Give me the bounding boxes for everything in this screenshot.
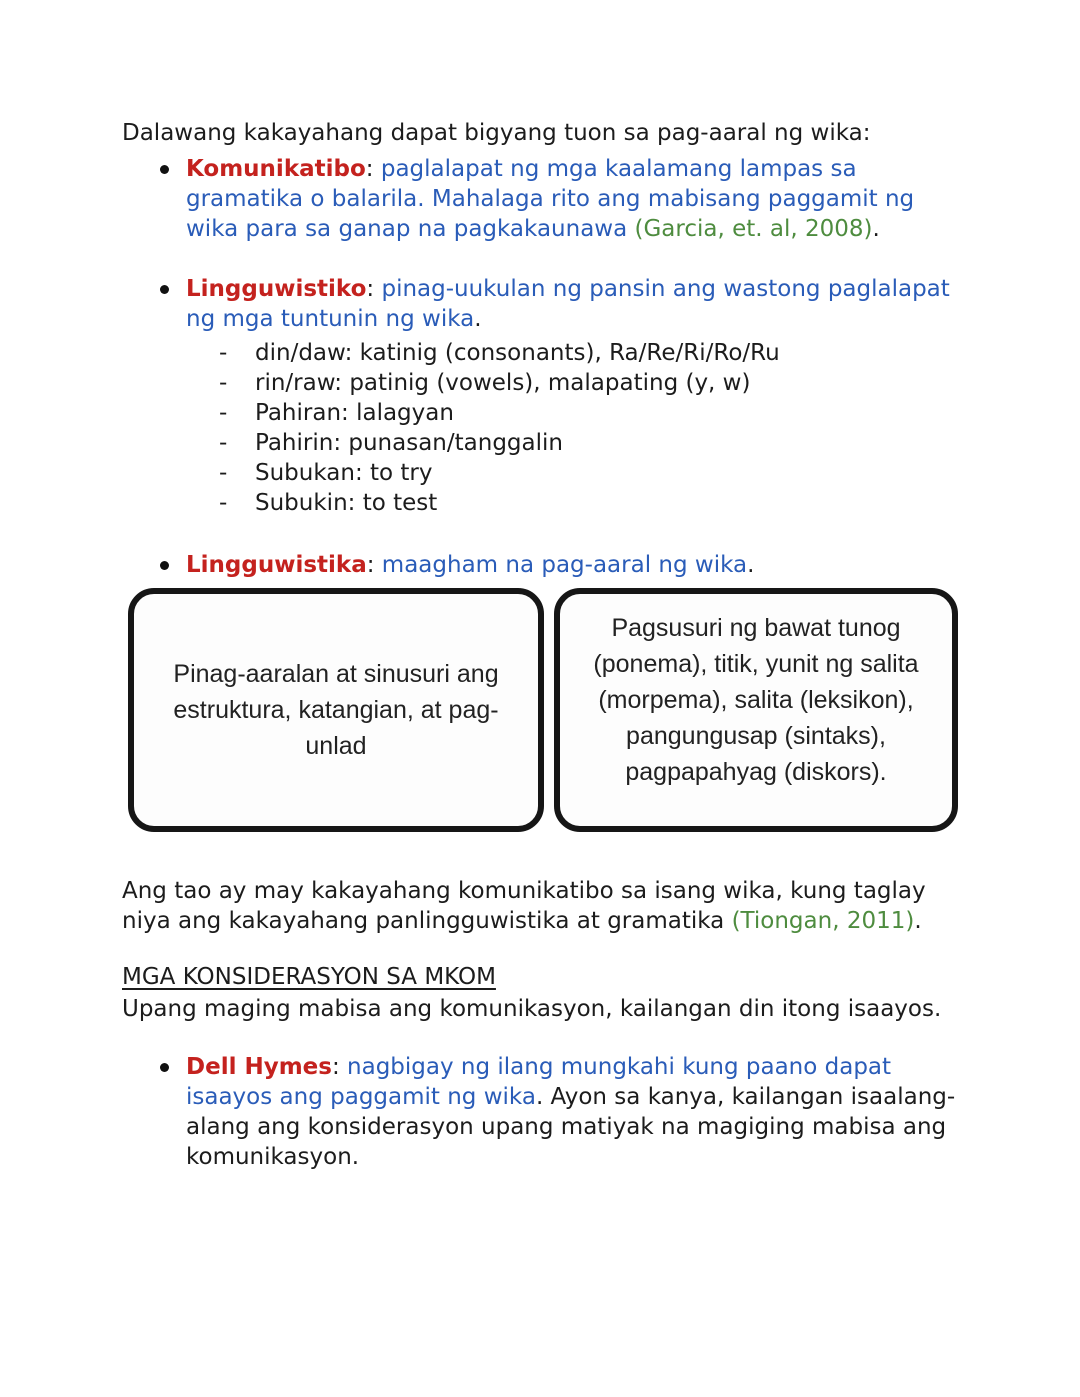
bullet-komunikatibo <box>160 154 962 244</box>
box-line: estruktura, katangian, at pag- <box>173 696 499 724</box>
info-boxes <box>128 588 962 832</box>
box-line: pagpapahyag (diskors). <box>625 758 887 786</box>
document-page <box>122 118 962 1172</box>
sub-item-text: Subukan: to try <box>255 460 433 486</box>
box-line: unlad <box>305 732 367 760</box>
bullet-komunikatibo-text <box>186 154 962 244</box>
sentence-period: . <box>914 908 922 934</box>
sentence-period: . <box>872 216 880 242</box>
paragraph-text: Ang tao ay may kakayahang komunikatibo sa isang wika, kung taglay niya ang kakayahang panlingguwistika at gramatika <box>122 878 926 934</box>
box-line: pangungusap (sintaks), <box>626 722 886 750</box>
term-separator: : <box>365 156 381 182</box>
bullet-dell-hymes-text <box>186 1052 962 1172</box>
lingguwistiko-sublist <box>122 338 962 518</box>
term-lingguwistika: Lingguwistika <box>186 552 367 578</box>
box-line: Pinag-aaralan at sinusuri ang <box>173 660 499 688</box>
term-lingguwistiko: Lingguwistiko <box>186 276 367 302</box>
definition-lingguwistiko: pinag-uukulan ng pansin ang wastong paglalapat ng mga tuntunin ng wika <box>186 276 950 332</box>
section-heading-mkom: MGA KONSIDERASYON SA MKOM <box>122 964 496 990</box>
dash-marker: - <box>219 340 228 366</box>
bullet-lingguwistiko <box>160 274 962 334</box>
box-line: (morpema), salita (leksikon), <box>598 686 914 714</box>
bullet-lingguwistika-text <box>186 550 962 580</box>
list-item <box>219 458 962 488</box>
box-estruktura <box>128 588 544 832</box>
sub-item-text: Pahiran: lalagyan <box>255 400 454 426</box>
bullet-dot-icon <box>160 1063 169 1072</box>
bullet-dot-icon <box>160 561 169 570</box>
list-item <box>219 368 962 398</box>
dash-marker: - <box>219 490 228 516</box>
list-item <box>219 338 962 368</box>
box-pagsusuri <box>554 588 958 832</box>
bullet-dot-icon <box>160 285 169 294</box>
definition-komunikatibo: paglalapat ng mga kaalamang lampas sa gramatika o balarila. Mahalaga rito ang mabisang paggamit ng wika para sa ganap na pagkakaunawa <box>186 156 915 242</box>
definition-dell-hymes: nagbigay ng ilang mungkahi kung paano dapat isaayos ang paggamit ng wika <box>186 1054 892 1110</box>
term-separator: : <box>366 276 382 302</box>
dash-marker: - <box>219 370 228 396</box>
dash-marker: - <box>219 460 228 486</box>
dash-marker: - <box>219 430 228 456</box>
bullet-lingguwistika <box>160 550 962 580</box>
bullet-dell-hymes <box>160 1052 962 1172</box>
list-item <box>219 488 962 518</box>
list-item <box>219 398 962 428</box>
term-separator: : <box>366 552 382 578</box>
list-item <box>219 428 962 458</box>
sub-item-text: rin/raw: patinig (vowels), malapating (y, w) <box>255 370 751 396</box>
term-dell-hymes: Dell Hymes <box>186 1054 332 1080</box>
term-separator: : <box>331 1054 348 1080</box>
box-line: Pagsusuri ng bawat tunog <box>611 614 901 642</box>
sentence-period: . <box>474 306 482 332</box>
paragraph-komunikatibo <box>122 876 962 936</box>
sentence-period: . <box>747 552 755 578</box>
definition-lingguwistika: maagham na pag-aaral ng wika <box>381 552 748 578</box>
box-line: (ponema), titik, yunit ng salita <box>593 650 919 678</box>
bullet-dot-icon <box>160 165 169 174</box>
sub-item-text: Pahirin: punasan/tanggalin <box>255 430 563 456</box>
bullet-lingguwistiko-text <box>186 274 962 334</box>
section-body: Upang maging mabisa ang komunikasyon, kailangan din itong isaayos. <box>122 996 942 1022</box>
citation-garcia: (Garcia, et. al, 2008) <box>634 216 873 242</box>
dash-marker: - <box>219 400 228 426</box>
sub-item-text: din/daw: katinig (consonants), Ra/Re/Ri/Ro/Ru <box>255 340 780 366</box>
intro-line: Dalawang kakayahang dapat bigyang tuon sa pag-aaral ng wika: <box>122 120 871 146</box>
sub-item-text: Subukin: to test <box>255 490 438 516</box>
term-komunikatibo: Komunikatibo <box>186 156 366 182</box>
citation-tiongan: (Tiongan, 2011) <box>731 908 915 934</box>
dell-hymes-continuation: . Ayon sa kanya, kailangan isaalang-alang ang konsiderasyon upang matiyak na magiging mabisa ang komunikasyon. <box>186 1084 956 1170</box>
